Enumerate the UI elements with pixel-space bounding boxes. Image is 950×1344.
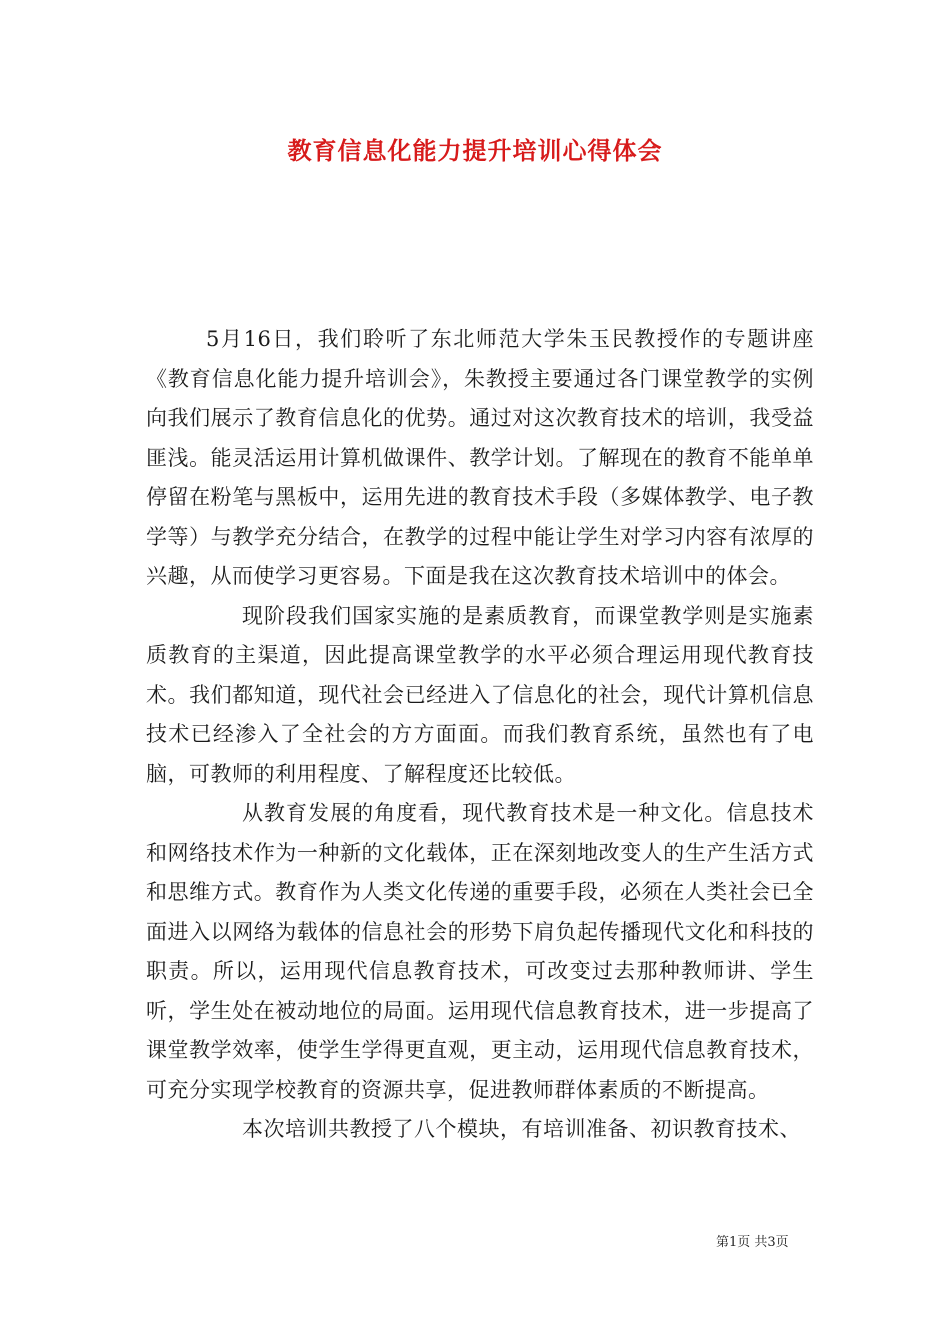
paragraph-1: 5月16日，我们聆听了东北师范大学朱玉民教授作的专题讲座《教育信息化能力提升培训会》，朱教授主要通过各门课堂教学的实例向我们展示了教育信息化的优势。通过对这次教育技术的培训，我受益匪浅。能灵活运用计算机做课件、教学计划。了解现在的教育不能单单停留在粉笔与黑板中，运用先进的教育技术手段（多媒体教学、电子教学等）与教学充分结合，在教学的过程中能让学生对学习内容有浓厚的兴趣，从而使学习更容易。下面是我在这次教育技术培训中的体会。: [146, 327, 814, 588]
paragraph-4: 本次培训共教授了八个模块，有培训准备、初识教育技术、: [242, 1117, 801, 1141]
page-number-footer: 第1页 共3页: [716, 1235, 789, 1250]
document-body: [146, 320, 814, 1150]
paragraph-3: 从教育发展的角度看，现代教育技术是一种文化。信息技术和网络技术作为一种新的文化载体，正在深刻地改变人的生产生活方式和思维方式。教育作为人类文化传递的重要手段，必须在人类社会已全面进入以网络为载体的信息社会的形势下肩负起传播现代文化和科技的职责。所以，运用现代信息教育技术，可改变过去那种教师讲、学生听，学生处在被动地位的局面。运用现代信息教育技术，进一步提高了课堂教学效率，使学生学得更直观，更主动，运用现代信息教育技术，可充分实现学校教育的资源共享，促进教师群体素质的不断提高。: [146, 801, 814, 1102]
document-title: 教育信息化能力提升培训心得体会: [287, 137, 663, 165]
paragraph-2: 现阶段我们国家实施的是素质教育，而课堂教学则是实施素质教育的主渠道，因此提高课堂教学的水平必须合理运用现代教育技术。我们都知道，现代社会已经进入了信息化的社会，现代计算机信息技术已经渗入了全社会的方方面面。而我们教育系统，虽然也有了电脑，可教师的利用程度、了解程度还比较低。: [146, 603, 814, 786]
